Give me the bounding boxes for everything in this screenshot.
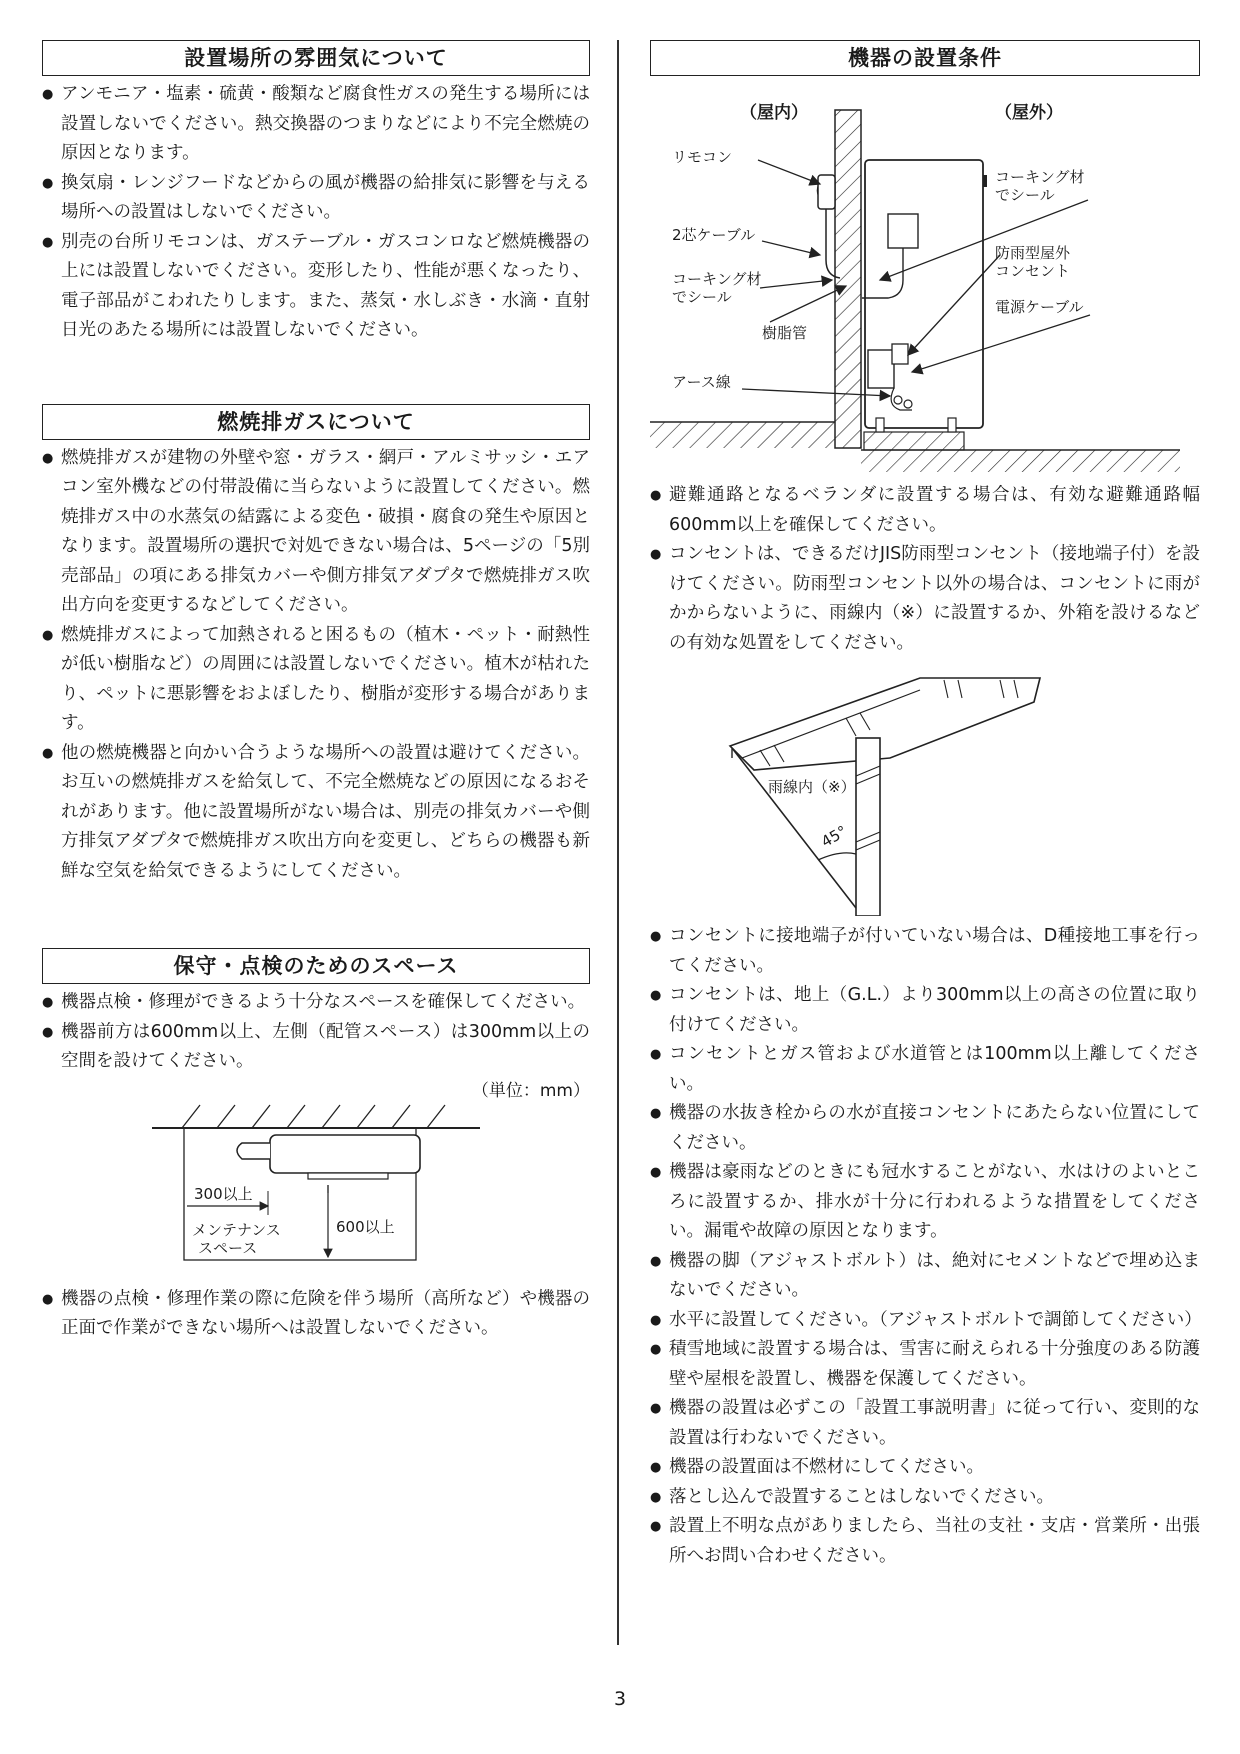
cable-label: 2芯ケーブル bbox=[672, 226, 756, 244]
indoor-label: （屋内） bbox=[740, 103, 808, 123]
space-label-2: スペース bbox=[198, 1238, 258, 1257]
bullet-list bbox=[42, 80, 590, 346]
caulk-in-label-1: コーキング材 bbox=[672, 270, 762, 288]
bullet-item: ● 機器の脚（アジャストボルト）は、絶対にセメントなどで埋め込まないでください。 bbox=[650, 1247, 1200, 1306]
unit-label: （単位：mm） bbox=[471, 1080, 590, 1101]
bullet-item: ● 積雪地域に設置する場合は、雪害に耐えられる十分強度のある防護壁や屋根を設置し、機器を保護してください。 bbox=[650, 1335, 1200, 1394]
bullet-list bbox=[650, 922, 1200, 1571]
earth-wire-label: アース線 bbox=[672, 373, 731, 391]
bullet-item: ● 機器前方は600mm以上、左側（配管スペース）は300mm以上の空間を設けてください。 bbox=[42, 1018, 590, 1077]
outlet-label-2: コンセント bbox=[995, 262, 1071, 280]
right-column bbox=[650, 40, 1200, 1571]
section-installation-conditions bbox=[650, 40, 1200, 1571]
bullet-item: ● 機器の設置面は不燃材にしてください。 bbox=[650, 1453, 1200, 1483]
section-atmosphere bbox=[42, 40, 590, 346]
bullet-item: ● コンセントは、地上（G.L.）より300mm以上の高さの位置に取り付けてください。 bbox=[650, 981, 1200, 1040]
maintenance-space-diagram bbox=[42, 1103, 590, 1273]
bullet-item: ● 燃焼排ガスによって加熱されると困るもの（植木・ペット・耐熱性が低い樹脂など）の周囲には設置しないでください。植木が枯れたり、ペットに悪影響をおよぼしたり、樹脂が変形する場合があります。 bbox=[42, 621, 590, 739]
bullet-item: ● 避難通路となるベランダに設置する場合は、有効な避難通路幅600mm以上を確保してください。 bbox=[650, 481, 1200, 540]
bullet-item: ● 機器点検・修理ができるよう十分なスペースを確保してください。 bbox=[42, 988, 590, 1018]
power-cable-label: 電源ケーブル bbox=[995, 298, 1084, 316]
section-heading: 燃焼排ガスについて bbox=[42, 404, 590, 440]
bullet-item: ● 機器の点検・修理作業の際に危険を伴う場所（高所など）や機器の正面で作業ができない場所へは設置しないでください。 bbox=[42, 1285, 590, 1344]
bullet-item: ● コンセントとガス管および水道管とは100mm以上離してください。 bbox=[650, 1040, 1200, 1099]
bullet-item: ● 落とし込んで設置することはしないでください。 bbox=[650, 1483, 1200, 1513]
bullet-item: ● 設置上不明な点がありましたら、当社の支社・支店・営業所・出張所へお問い合わせください。 bbox=[650, 1512, 1200, 1571]
column-divider bbox=[617, 40, 619, 1645]
rain-line-label: 雨線内（※） bbox=[768, 778, 856, 796]
bullet-item: ● 機器の設置は必ずこの「設置工事説明書」に従って行い、変則的な設置は行わないでください。 bbox=[650, 1394, 1200, 1453]
resin-pipe-label: 樹脂管 bbox=[762, 324, 808, 342]
bullet-item: ● アンモニア・塩素・硫黄・酸類など腐食性ガスの発生する場所には設置しないでください。熱交換器のつまりなどにより不完全燃焼の原因となります。 bbox=[42, 80, 590, 169]
bullet-list bbox=[42, 444, 590, 887]
section-exhaust bbox=[42, 404, 590, 887]
bullet-list bbox=[650, 481, 1200, 658]
caulk-in-label-2: でシール bbox=[672, 288, 732, 306]
caulk-out-label-1: コーキング材 bbox=[995, 168, 1085, 186]
remote-label: リモコン bbox=[672, 148, 733, 166]
left-column bbox=[42, 40, 590, 1344]
rain-line-diagram bbox=[650, 666, 1200, 916]
section-maintenance bbox=[42, 948, 590, 1344]
bullet-item: ● 機器の水抜き栓からの水が直接コンセントにあたらない位置にしてください。 bbox=[650, 1099, 1200, 1158]
bullet-item: ● コンセントに接地端子が付いていない場合は、D種接地工事を行ってください。 bbox=[650, 922, 1200, 981]
bullet-list bbox=[42, 988, 590, 1077]
bullet-item: ● 水平に設置してください。（アジャストボルトで調節してください） bbox=[650, 1306, 1200, 1336]
section-heading: 保守・点検のためのスペース bbox=[42, 948, 590, 984]
bullet-item: ● 機器は豪雨などのときにも冠水することがない、水はけのよいところに設置するか、排水が十分に行われるような措置をしてください。漏電や故障の原因となります。 bbox=[650, 1158, 1200, 1247]
page-number: 3 bbox=[613, 1688, 627, 1710]
section-heading: 設置場所の雰囲気について bbox=[42, 40, 590, 76]
caulk-out-label-2: でシール bbox=[995, 186, 1055, 204]
bullet-list bbox=[42, 1285, 590, 1344]
outdoor-label: （屋外） bbox=[995, 103, 1063, 123]
bullet-item: ● 別売の台所リモコンは、ガステーブル・ガスコンロなど燃焼機器の上には設置しないでください。変形したり、性能が悪くなったり、電子部品がこわれたりします。また、蒸気・水しぶき・水滴・直射日光のあたる場所には設置しないでください。 bbox=[42, 228, 590, 346]
bullet-item: ● 燃焼排ガスが建物の外壁や窓・ガラス・網戸・アルミサッシ・エアコン室外機などの付帯設備に当らないように設置してください。燃焼排ガス中の水蒸気の結露による変色・破損・腐食の発生や原因となります。設置場所の選択で対処できない場合は、5ページの「5別売部品」の項にある排気カバーや側方排気アダプタで燃焼排ガス吹出方向を変更するなどしてください。 bbox=[42, 444, 590, 621]
section-heading: 機器の設置条件 bbox=[650, 40, 1200, 76]
bullet-item: ● 換気扇・レンジフードなどからの風が機器の給排気に影響を与える場所への設置はしないでください。 bbox=[42, 169, 590, 228]
bullet-item: ● コンセントは、できるだけJIS防雨型コンセント（接地端子付）を設けてください。防雨型コンセント以外の場合は、コンセントに雨がかからないように、雨線内（※）に設置するか、外箱を設けるなどの有効な処置をしてください。 bbox=[650, 540, 1200, 658]
left-clearance-label: 300以上 bbox=[194, 1184, 253, 1203]
front-clearance-label: 600以上 bbox=[336, 1217, 395, 1236]
outlet-label-1: 防雨型屋外 bbox=[995, 244, 1071, 262]
space-label-1: メンテナンス bbox=[192, 1220, 281, 1239]
installation-diagram bbox=[650, 80, 1200, 475]
bullet-item: ● 他の燃焼機器と向かい合うような場所への設置は避けてください。お互いの燃焼排ガスを給気して、不完全燃焼などの原因になるおそれがあります。他に設置場所がない場合は、別売の排気カバーや側方排気アダプタで燃焼排ガス吹出方向を変更し、どちらの機器も新鮮な空気を給気できるようにしてください。 bbox=[42, 739, 590, 887]
angle-label: 45° bbox=[818, 822, 851, 851]
